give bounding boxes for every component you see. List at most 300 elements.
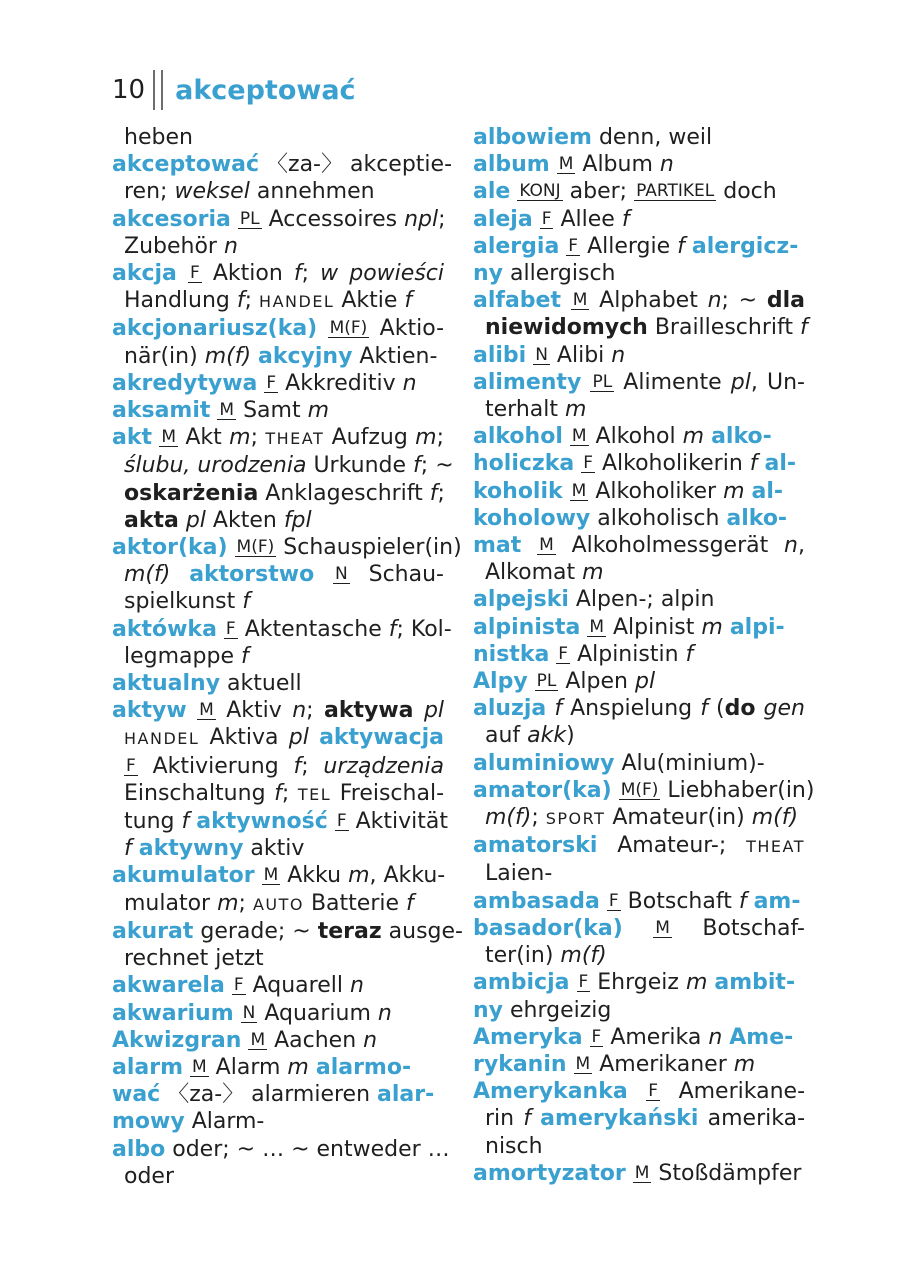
text: Aktio- — [369, 316, 445, 342]
headword: aleja — [473, 206, 533, 232]
headword: aktorstwo — [189, 562, 315, 588]
text: nisch — [485, 1133, 543, 1159]
grammar-box: N — [242, 1002, 256, 1023]
label-smallcaps: TEL — [297, 784, 332, 804]
dict-line — [112, 287, 444, 315]
dict-line — [473, 314, 808, 341]
dict-line — [473, 450, 805, 477]
dict-line — [473, 586, 805, 613]
dict-line — [473, 969, 805, 996]
italic-text: m — [348, 863, 370, 889]
text: oder; ~ … ~ entweder … — [165, 1136, 450, 1162]
right-column — [473, 124, 815, 1187]
dict-line — [473, 915, 805, 942]
text: 〈za-〉 alarmieren — [160, 1082, 378, 1108]
italic-text: m(f) — [560, 943, 607, 969]
text: Zubehör — [124, 233, 224, 259]
text — [755, 696, 763, 721]
text — [533, 207, 540, 232]
headword: akumulator — [112, 863, 255, 889]
dict-line — [112, 945, 444, 972]
headword: Alpy — [473, 669, 528, 695]
text — [758, 451, 765, 476]
text — [257, 371, 264, 396]
headword: aluminiowy — [473, 750, 615, 776]
dict-line — [112, 780, 444, 808]
grammar-box: F — [608, 890, 619, 911]
headword: rykanin — [473, 1051, 567, 1077]
dict-line — [473, 888, 805, 915]
dict-line — [473, 722, 805, 749]
italic-text: f — [749, 451, 758, 477]
dict-line — [112, 424, 444, 452]
headword: ny — [473, 261, 504, 287]
italic-text: pl — [185, 507, 206, 533]
headword: aktywacja — [319, 725, 444, 751]
text: Botschaft — [620, 888, 739, 914]
bold-phrase: dla — [766, 288, 805, 314]
dict-line — [473, 505, 805, 532]
text: terhalt — [485, 397, 565, 423]
label-smallcaps: HANDEL — [124, 729, 200, 749]
headword: koholik — [473, 478, 563, 504]
headword: Akwizgran — [112, 1027, 242, 1053]
grammar-box: N — [335, 564, 348, 585]
italic-text: urządzenia — [323, 753, 445, 779]
running-headword: akceptować — [175, 74, 356, 106]
headword: aktywny — [138, 836, 244, 862]
text — [183, 1055, 190, 1080]
dict-line — [473, 478, 805, 505]
text — [309, 1055, 316, 1080]
text: annehmen — [249, 179, 375, 205]
text: Schau- — [349, 562, 444, 588]
grammar-box: F — [578, 972, 589, 993]
dict-line — [473, 396, 805, 423]
italic-text: pl — [634, 669, 656, 695]
text: Aktie — [334, 288, 405, 314]
text — [628, 1079, 647, 1104]
dict-line — [112, 724, 444, 752]
italic-text: m — [701, 614, 723, 640]
headword: aksamit — [112, 398, 211, 424]
text: Akten — [205, 507, 284, 533]
dict-line — [112, 918, 463, 945]
dict-line — [112, 972, 444, 999]
grammar-box: M — [655, 917, 670, 938]
text: Anspielung — [562, 696, 701, 722]
headword: akcyjny — [258, 343, 353, 369]
dict-line — [473, 832, 805, 860]
headword: akt — [112, 425, 152, 451]
text: ausge- — [381, 918, 463, 944]
dict-line — [112, 670, 444, 697]
text: Schauspieler(in) — [276, 535, 462, 561]
dict-line — [112, 697, 444, 724]
text: Amerikaner — [592, 1051, 734, 1077]
text — [309, 725, 319, 750]
text — [231, 207, 238, 232]
dict-line — [112, 1136, 450, 1163]
text: Alphabet — [589, 288, 708, 314]
italic-text: n — [377, 1000, 392, 1026]
text: Alkoholikerin — [594, 451, 750, 477]
dict-line — [112, 808, 448, 835]
text: Aktiva — [199, 725, 289, 751]
italic-text: m — [564, 397, 587, 423]
text — [528, 669, 535, 694]
label-smallcaps: AUTO — [252, 894, 304, 914]
dict-line — [112, 452, 454, 479]
italic-text: f — [406, 890, 414, 916]
text: Alpinist — [606, 614, 702, 640]
text: Alkomat — [485, 560, 583, 586]
text: Alkoholmessgerät — [555, 533, 785, 559]
italic-text: n — [292, 698, 307, 724]
headword: albowiem — [473, 125, 592, 150]
text: Alpinistin — [570, 641, 686, 667]
headword: alpinista — [473, 614, 581, 640]
italic-text: f — [181, 809, 190, 835]
text: Alibi — [549, 342, 612, 368]
italic-text: pl — [288, 725, 309, 751]
text: Allergie — [580, 233, 678, 259]
text — [328, 809, 335, 834]
grammar-box: M — [219, 400, 235, 421]
headword: akcja — [112, 261, 177, 287]
dict-line — [473, 641, 805, 668]
text: ; — [437, 480, 445, 506]
italic-text: f — [523, 1106, 532, 1132]
text — [745, 479, 752, 504]
text: Alpen-; alpin — [568, 587, 715, 613]
text: Batterie — [303, 890, 407, 916]
text — [723, 615, 730, 640]
text: Aufzug — [324, 425, 416, 451]
text — [549, 642, 556, 667]
dict-line — [473, 614, 805, 641]
dict-line — [473, 1024, 805, 1051]
text — [177, 261, 188, 286]
italic-text: pl — [730, 369, 751, 395]
grammar-box: KONJ — [519, 181, 561, 202]
headword: ambicja — [473, 970, 570, 996]
dict-line — [112, 124, 444, 151]
bold-phrase: niewidomych — [485, 315, 648, 341]
grammar-box: F — [558, 643, 569, 664]
dict-line — [112, 1027, 444, 1054]
dict-line — [473, 559, 805, 586]
dict-line — [112, 561, 444, 588]
label-smallcaps: THEAT — [265, 429, 325, 449]
text — [704, 424, 711, 449]
text: Brailleschrift — [647, 315, 800, 341]
grammar-box: F — [233, 975, 244, 996]
text — [559, 234, 566, 259]
headword: al- — [751, 478, 784, 504]
text: legmappe — [124, 643, 241, 669]
text — [531, 1106, 540, 1131]
grammar-box: PL — [239, 208, 260, 229]
text: Alkoholiker — [588, 478, 724, 504]
headword: amerykański — [540, 1106, 699, 1132]
headword: ambit- — [714, 970, 796, 996]
italic-text: m — [287, 1054, 309, 1080]
grammar-box: M(F) — [620, 779, 659, 800]
bold-phrase: do — [724, 696, 756, 722]
italic-text: m(f) — [485, 805, 532, 831]
dict-line — [473, 1133, 805, 1160]
italic-text: weksel — [174, 179, 250, 205]
text: Album — [575, 152, 660, 178]
text: Alkohol — [588, 424, 683, 450]
text: ( — [707, 696, 725, 722]
headword: alko- — [711, 424, 772, 450]
dict-line — [473, 942, 805, 969]
headword: alar- — [377, 1082, 435, 1108]
italic-text: fpl — [283, 507, 312, 533]
grammar-box: M — [634, 1162, 650, 1183]
text: Aachen — [267, 1027, 364, 1053]
text: Anklageschrift — [258, 480, 430, 506]
text: Amerikane- — [660, 1079, 806, 1105]
italic-text: m — [415, 425, 437, 451]
dict-line — [112, 507, 444, 534]
text: rin — [485, 1106, 524, 1132]
text: aber; — [562, 179, 635, 205]
headword: wać — [112, 1082, 161, 1108]
dict-line — [473, 233, 805, 260]
text — [510, 179, 517, 204]
text: Aktion — [201, 261, 294, 287]
text — [612, 778, 619, 803]
grammar-box: F — [266, 372, 277, 393]
headword: album — [473, 152, 550, 178]
grammar-box: F — [336, 811, 347, 832]
text — [567, 1052, 574, 1077]
text — [685, 234, 692, 259]
dict-line — [112, 588, 444, 615]
dict-line — [112, 1081, 444, 1108]
italic-text: f — [240, 643, 249, 669]
text — [563, 479, 570, 504]
italic-text: n — [708, 1024, 723, 1050]
text: Amateur-; — [597, 833, 747, 859]
dict-line — [473, 532, 805, 559]
dict-line — [112, 206, 444, 233]
grammar-box: N — [535, 344, 548, 365]
text: tung — [124, 809, 182, 835]
headword: aktualny — [112, 671, 221, 697]
headword: aktor(ka) — [112, 535, 228, 561]
grammar-box: PARTIKEL — [636, 181, 715, 202]
text: Freischal- — [331, 780, 445, 806]
text: heben — [124, 125, 193, 150]
headword: mat — [473, 533, 522, 559]
text: ; Kol- — [396, 616, 452, 642]
text: Alu(minium)- — [614, 750, 765, 776]
text — [526, 343, 533, 368]
text: Aktivierung — [137, 753, 294, 779]
italic-text: n — [363, 1027, 378, 1053]
italic-text: m — [217, 890, 239, 916]
text: Alarm — [208, 1054, 288, 1080]
dict-line — [112, 1163, 444, 1190]
label-smallcaps: SPORT — [545, 809, 606, 829]
text: ; — [438, 206, 446, 232]
text: auf — [485, 723, 528, 749]
dict-line — [473, 1051, 805, 1078]
text: Amerika — [603, 1024, 709, 1050]
text: ) — [566, 723, 575, 749]
italic-text: w powieści — [320, 261, 444, 287]
italic-text: n — [223, 233, 238, 259]
grammar-box: F — [583, 453, 593, 474]
italic-text: n — [349, 973, 364, 999]
italic-text: m — [307, 398, 330, 424]
dict-line — [473, 342, 805, 369]
dict-line — [112, 862, 444, 889]
text: Aquarell — [245, 973, 350, 999]
text: allergisch — [503, 261, 616, 287]
headword: Amerykanka — [473, 1079, 628, 1105]
grammar-box: M — [571, 426, 587, 447]
headword: alko- — [726, 505, 788, 531]
headword: alergia — [473, 233, 560, 259]
dict-line — [112, 178, 444, 205]
text: Stoßdämpfer — [651, 1160, 802, 1186]
text: ; ~ — [721, 288, 767, 314]
text — [414, 698, 424, 723]
text — [581, 370, 590, 395]
text: spielkunst — [124, 589, 243, 615]
headword: alpejski — [473, 587, 569, 613]
italic-text: f — [124, 836, 132, 862]
bold-phrase: aktywa — [323, 698, 414, 724]
text: doch — [716, 179, 777, 205]
italic-text: m — [733, 1051, 756, 1077]
headword: alimenty — [473, 369, 582, 395]
italic-text: pl — [423, 698, 445, 724]
dict-line — [473, 750, 805, 777]
headword: basador(ka) — [473, 915, 623, 941]
text: oder — [124, 1163, 175, 1189]
italic-text: n — [784, 533, 798, 559]
text: Botschaf- — [671, 915, 805, 941]
page-number: 10 — [112, 75, 146, 105]
text: , — [798, 533, 805, 559]
headword: koholowy — [473, 505, 591, 531]
italic-text: f — [293, 261, 302, 287]
dict-line — [473, 151, 805, 178]
text — [241, 1028, 248, 1053]
grammar-box: M — [589, 616, 605, 637]
bold-phrase: oskarżenia — [124, 480, 259, 506]
text: Amateur(in) — [605, 805, 752, 831]
text: Urkunde — [306, 453, 414, 479]
text — [228, 535, 235, 560]
grammar-box: PL — [536, 671, 557, 692]
italic-text: f — [404, 288, 413, 314]
text: Alarm- — [184, 1109, 265, 1135]
headword: amatorski — [473, 833, 598, 859]
text: Samt — [236, 398, 308, 424]
italic-text: f — [388, 616, 397, 642]
grammar-box: M — [558, 154, 574, 175]
label-smallcaps: THEAT — [746, 837, 805, 857]
dict-line — [112, 343, 444, 370]
text — [583, 1025, 590, 1050]
italic-text: f — [700, 696, 708, 722]
text: ; — [238, 890, 253, 916]
text: ; — [531, 805, 546, 831]
text — [210, 398, 217, 423]
italic-text: m(f) — [751, 805, 799, 831]
grammar-box: F — [225, 618, 236, 639]
italic-text: f — [413, 453, 421, 479]
grammar-box: M — [199, 700, 214, 721]
text: ; — [250, 425, 266, 451]
dict-line — [112, 643, 444, 670]
text: , Un- — [750, 369, 805, 395]
text: ; — [244, 288, 260, 314]
grammar-box: F — [126, 755, 136, 776]
text: Allee — [553, 206, 622, 232]
text: , Akku- — [369, 863, 446, 889]
text: Akku — [280, 863, 349, 889]
italic-text: akk — [527, 723, 567, 749]
headword: Ameryka — [473, 1024, 583, 1050]
text: rechnet jetzt — [124, 946, 264, 972]
text: ren; — [124, 179, 175, 205]
dict-line — [112, 480, 444, 507]
text: ; — [281, 780, 298, 806]
text: Alimente — [614, 369, 731, 395]
text — [317, 316, 327, 341]
headword: holiczka — [473, 451, 575, 477]
text: ter(in) — [485, 943, 561, 969]
italic-text: f — [799, 315, 808, 341]
text: Einschaltung — [124, 780, 275, 806]
text — [187, 698, 197, 723]
text: Laien- — [485, 861, 553, 887]
grammar-box: M — [572, 290, 588, 311]
dict-line — [112, 616, 452, 643]
text: amerika- — [698, 1106, 806, 1132]
dict-line — [473, 804, 805, 832]
grammar-box: M — [263, 865, 279, 886]
headword: aluzja — [473, 696, 547, 722]
headword: akcjonariusz(ka) — [112, 316, 318, 342]
italic-text: m — [229, 425, 251, 451]
text: ; — [301, 261, 321, 287]
dict-line — [112, 260, 444, 287]
grammar-box: F — [591, 1026, 602, 1047]
italic-text: n — [659, 152, 674, 178]
headword: Ame- — [729, 1024, 794, 1050]
italic-text: m — [723, 478, 745, 504]
dict-line — [473, 178, 805, 205]
text: Ehrgeiz — [590, 970, 686, 996]
italic-text: f — [236, 288, 245, 314]
italic-text: m — [682, 424, 705, 450]
headword: al- — [764, 451, 797, 477]
italic-text: f — [621, 206, 630, 232]
headword: ale — [473, 179, 511, 205]
dict-line — [112, 890, 444, 918]
italic-text: m — [685, 970, 708, 996]
dict-line — [473, 1160, 805, 1187]
